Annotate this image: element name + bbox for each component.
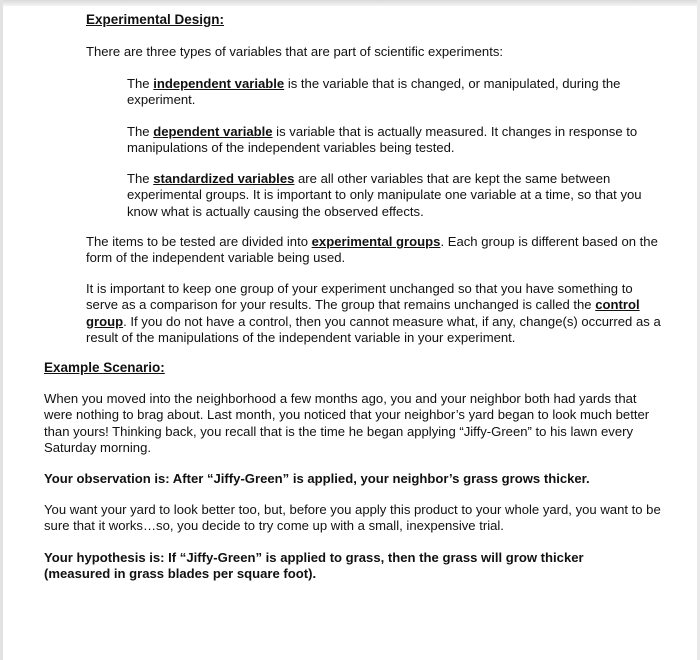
control-prefix: It is important to keep one group of your experiment unchanged so that you have something to serve as a comparison for your results. The group that remains unchanged is called the	[86, 281, 633, 313]
standardized-variables-term: standardized variables	[153, 171, 295, 186]
control-group-paragraph	[86, 281, 664, 346]
standardized-prefix: The	[127, 171, 154, 186]
independent-variable-paragraph	[127, 76, 657, 109]
experimental-groups-paragraph	[86, 234, 658, 267]
standardized-variables-paragraph	[127, 171, 652, 220]
dependent-rest: is variable that is actually measured. It changes in response to manipulations of the independent variables being tested.	[127, 124, 638, 156]
dependent-variable-paragraph	[127, 124, 657, 157]
dependent-prefix: The	[127, 124, 154, 139]
intro-text: There are three types of variables that are part of scientific experiments:	[86, 44, 504, 59]
observation-statement: Your observation is: After “Jiffy-Green” is applied, your neighbor’s grass grows thicker.	[44, 471, 590, 486]
independent-variable-term: independent variable	[153, 76, 285, 91]
experimental-groups-term: experimental groups	[311, 234, 441, 249]
experimental-design-heading: Experimental Design:	[86, 12, 225, 27]
hypothesis-statement: Your hypothesis is: If “Jiffy-Green” is applied to grass, then the grass will grow thicker (measured in grass blades per square foot).	[44, 550, 584, 582]
independent-rest: is the variable that is changed, or manipulated, during the experiment.	[127, 76, 621, 108]
dependent-variable-term: dependent variable	[153, 124, 273, 139]
standardized-rest: are all other variables that are kept the same between experimental groups. It is important to only manipulate one variable at a time, so that you know what is actually causing the observed effects.	[127, 171, 642, 219]
control-group-term: control group	[86, 297, 640, 329]
independent-prefix: The	[127, 76, 154, 91]
left-edge	[0, 0, 3, 660]
scenario-paragraph: When you moved into the neighborhood a few months ago, you and your neighbor both had yards that were nothing to brag about. Last month, you noticed that your neighbor’s yard began to look much better than yours! Thinking back, you recall that is the time he began applying “Jiffy-Green” to his lawn every Saturday morning.	[44, 391, 650, 455]
groups-prefix: The items to be tested are divided into	[86, 234, 312, 249]
example-scenario-heading: Example Scenario:	[44, 360, 165, 375]
groups-rest: . Each group is different based on the form of the independent variable being used.	[86, 234, 658, 266]
control-rest: . If you do not have a control, then you cannot measure what, if any, change(s) occurred as a result of the manipulations of the independent variable in your experiment.	[86, 313, 661, 345]
top-edge	[0, 0, 700, 6]
trial-paragraph: You want your yard to look better too, but, before you apply this product to your whole yard, you want to be sure that it works…so, you decide to try come up with a small, inexpensive trial.	[44, 502, 661, 534]
